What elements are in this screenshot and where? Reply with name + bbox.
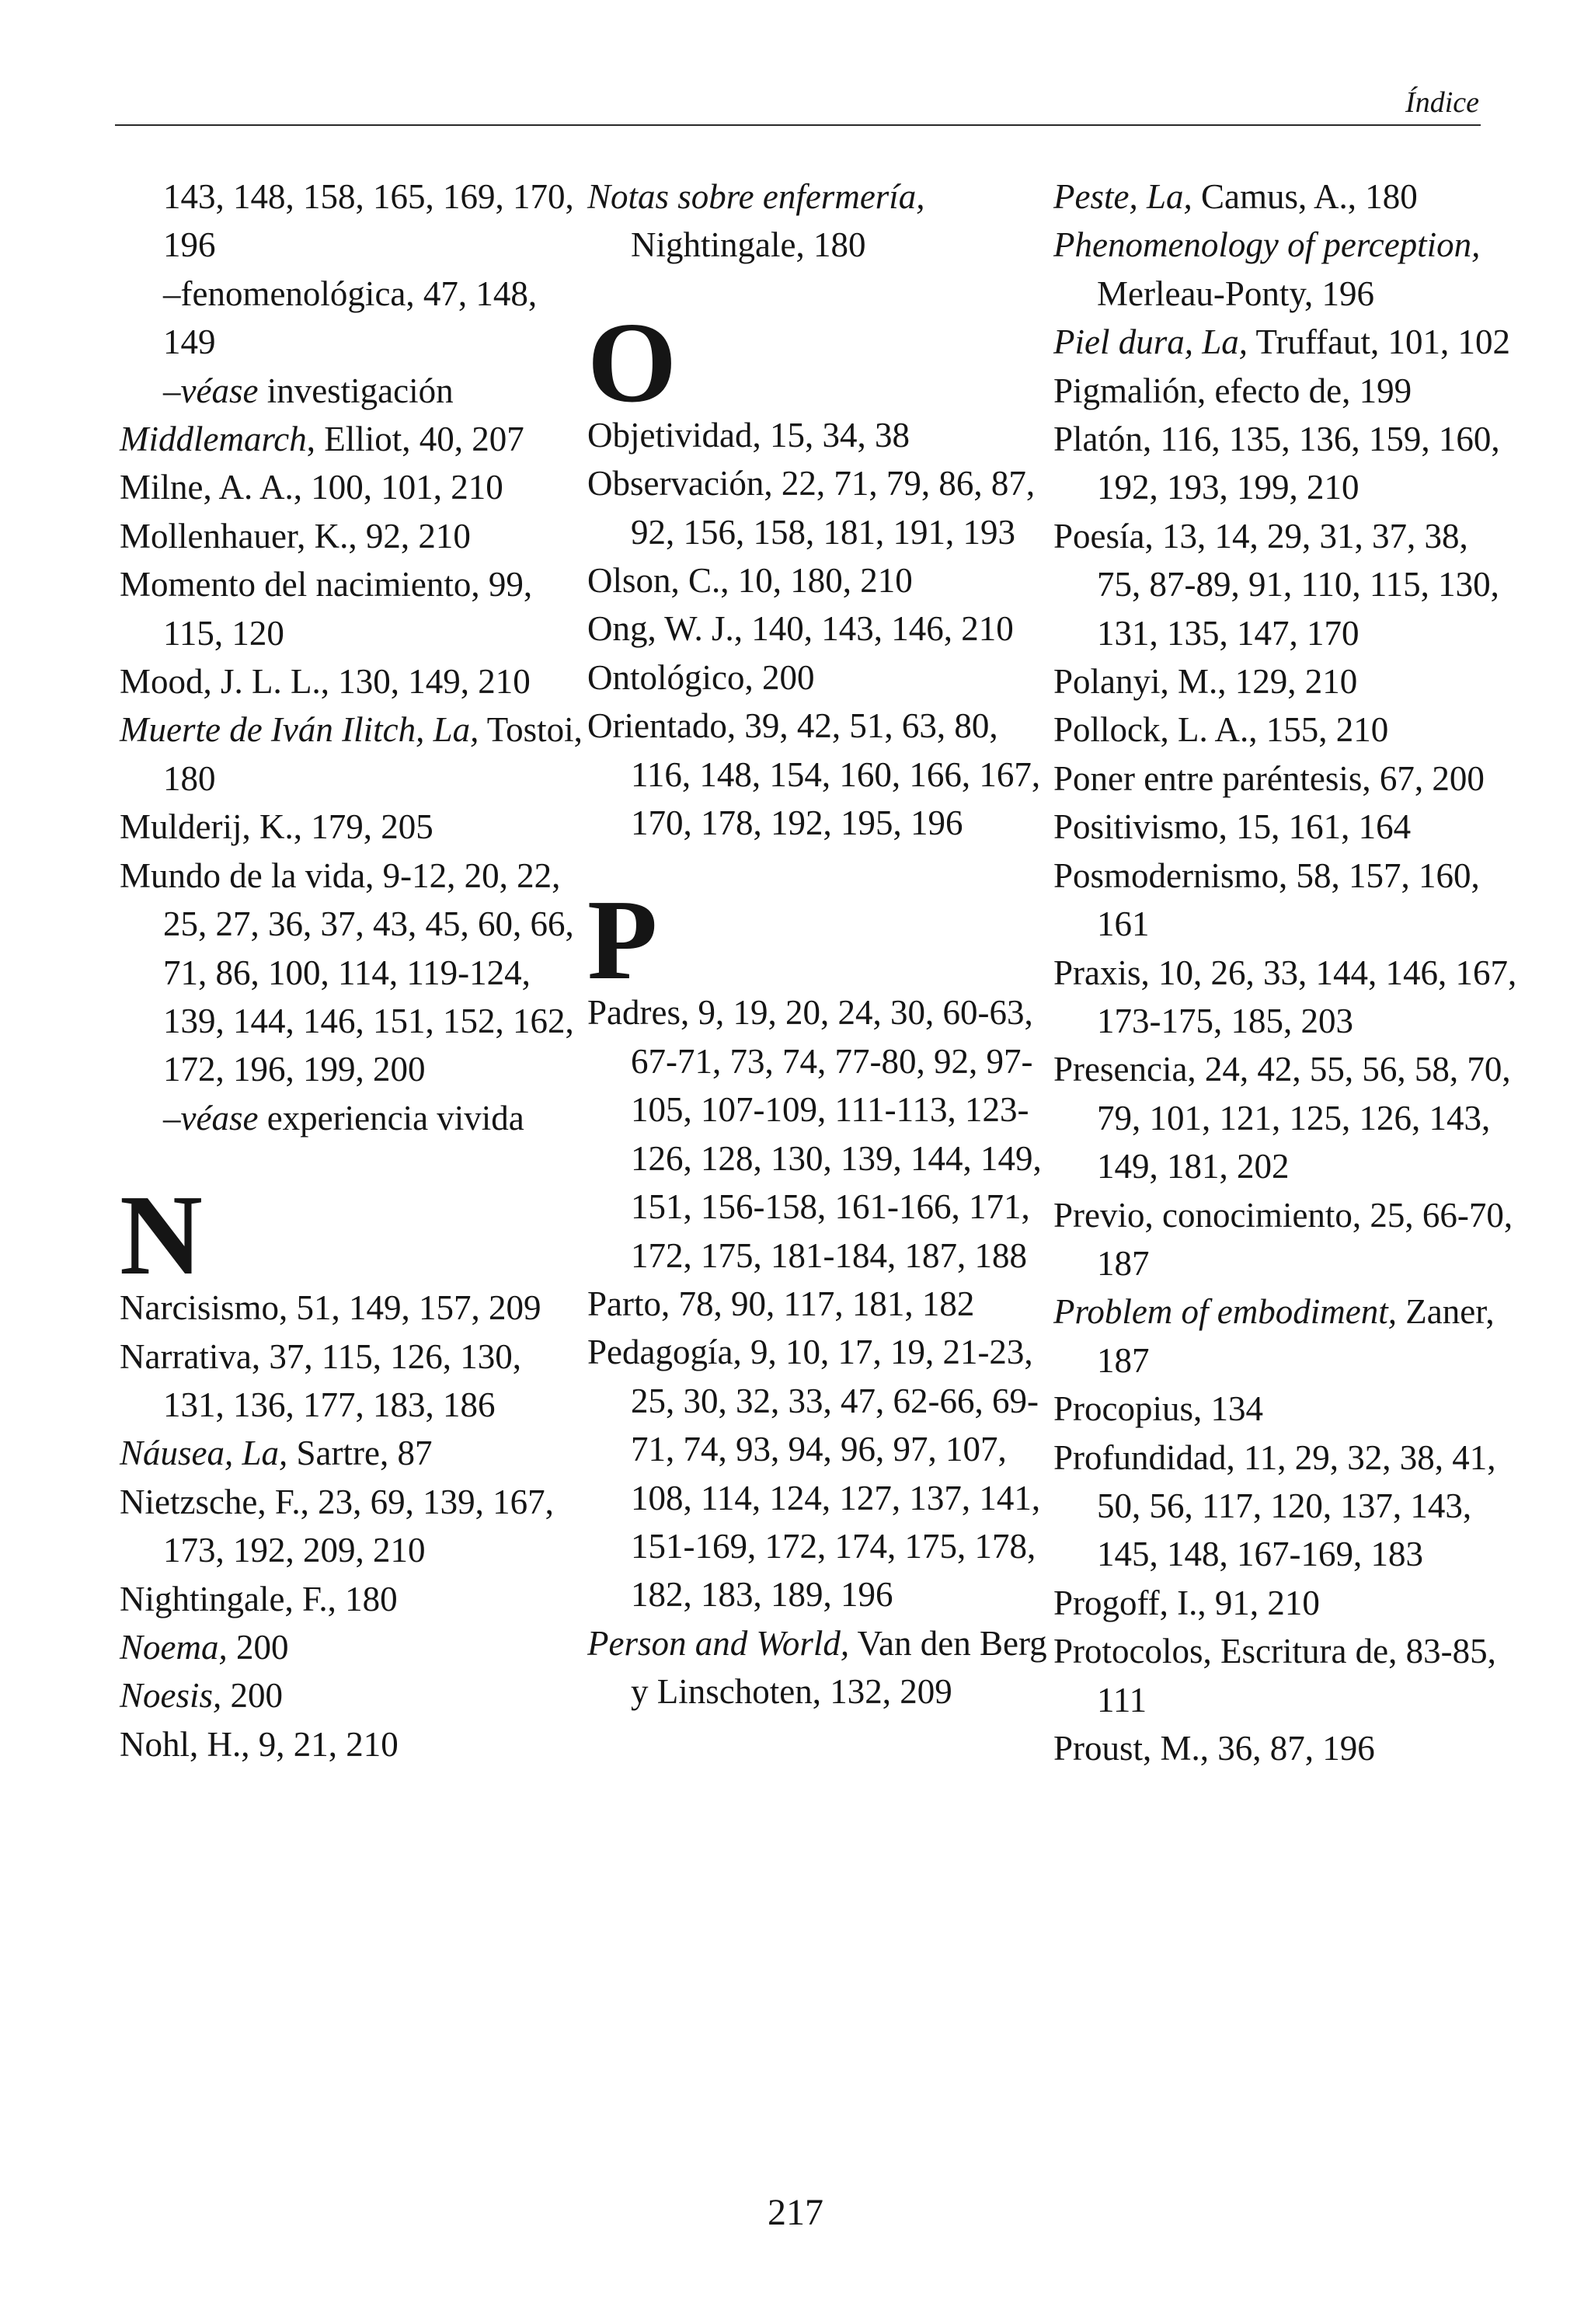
entry-text: Progoff, I., 91, 210 [1053,1583,1320,1622]
entry-text: Pollock, L. A., 155, 210 [1053,710,1389,750]
index-entry [120,512,586,560]
entry-text: Mulderij, K., 179, 205 [120,807,433,847]
entry-text: Positivismo, 15, 161, 164 [1053,807,1412,847]
entry-text: Narrativa, 37, 115, 126, 130, 131, 136, 177, 183, 186 [120,1336,521,1424]
entry-text: Profundidad, 11, 29, 32, 38, 41, 50, 56, 117, 120, 137, 143, 145, 148, 167-169, 183 [1053,1437,1496,1574]
entry-text: Camus, A., 180 [1192,177,1418,216]
entry-text: 143, 148, 158, 165, 169, 170, 196 [163,177,574,265]
entry-text: Sartre, 87 [287,1434,433,1473]
index-entry [120,1575,586,1623]
index-entry [120,463,586,511]
index-entry [1053,1287,1520,1385]
entry-text: Milne, A. A., 100, 101, 210 [120,468,503,507]
index-entry [120,852,586,1094]
entry-title-italic: Phenomenology of perception, [1053,225,1481,265]
running-head: Índice [1405,86,1479,119]
index-entry [120,1333,586,1430]
section-letter: N [120,1172,203,1300]
entry-text: Tostoi, 180 [163,710,583,798]
header-rule [115,124,1481,126]
index-column-2 [587,172,1053,1716]
entry-title-italic: Problem of embodiment, [1053,1292,1398,1332]
index-entry [1053,657,1520,706]
index-subentry [120,1094,586,1142]
entry-title-italic: Peste, La, [1053,177,1192,216]
entry-title-italic: véase [180,371,259,410]
index-entry [1053,1579,1520,1627]
index-entry [1053,706,1520,754]
entry-title-italic: Noesis, [120,1676,222,1716]
section-letter: P [587,876,658,1005]
index-entry [1053,172,1520,221]
index-entry [120,1720,586,1768]
entry-dash: – [163,371,181,410]
entry-text: Nohl, H., 9, 21, 210 [120,1724,399,1764]
entry-text: Poesía, 13, 14, 29, 31, 37, 38, 75, 87-89, 91, 110, 115, 130, 131, 135, 147, 170 [1053,516,1499,653]
entry-dash: – [163,1098,181,1138]
index-entry [120,803,586,851]
index-entry [120,657,586,706]
entry-text: Poner entre paréntesis, 67, 200 [1053,758,1485,798]
entry-text: Objetividad, 15, 34, 38 [587,415,910,455]
entry-text: 200 [221,1676,284,1716]
index-entry [120,415,586,463]
index-subentry [120,172,586,270]
index-entry [587,653,1053,702]
index-entry [587,605,1053,653]
index-entry [1053,852,1520,949]
index-entry [587,411,1053,459]
entry-text: Presencia, 24, 42, 55, 56, 58, 70, 79, 101, 121, 125, 126, 143, 149, 181, 202 [1053,1050,1511,1186]
entry-title-italic: Piel dura, La, [1053,322,1248,362]
entry-text: Proust, M., 36, 87, 196 [1053,1729,1375,1768]
index-entry [1053,1724,1520,1772]
index-entry [120,706,586,803]
index-entry [1053,512,1520,657]
entry-text: Polanyi, M., 129, 210 [1053,662,1358,702]
index-entry [1053,803,1520,851]
index-entry [587,459,1053,556]
entry-text: Ontológico, 200 [587,657,815,697]
index-entry [1053,1191,1520,1288]
entry-text: Platón, 116, 135, 136, 159, 160, 192, 193, 199, 210 [1053,420,1500,507]
entry-text: Pedagogía, 9, 10, 17, 19, 21-23, 25, 30, 32, 33, 47, 62-66, 69-71, 74, 93, 94, 96, 97, 107, 108, 114, 124, 127, 137, 141, 151-169, 172, 174, 175, 178, 182, 183, 189, 196 [587,1333,1041,1615]
entry-text: Truffaut, 101, 102 [1248,322,1510,362]
index-entry [1053,754,1520,803]
index-entry [1053,949,1520,1046]
entry-title-italic: Middlemarch [120,420,307,459]
entry-text: Protocolos, Escritura de, 83-85, 111 [1053,1632,1496,1719]
index-entry [587,1280,1053,1328]
entry-title-italic: Náusea, La, [120,1434,288,1473]
section-letter: O [587,298,677,427]
index-entry [1053,1385,1520,1433]
entry-text: –fenomenológica, 47, 148, 149 [163,274,538,362]
entry-title-italic: Person and World, [587,1623,850,1663]
entry-text: Merleau-Ponty, 196 [1097,274,1375,313]
index-entry [587,988,1053,1279]
entry-text: Padres, 9, 19, 20, 24, 30, 60-63, 67-71, 73, 74, 77-80, 92, 97-105, 107-109, 111-113, 123-126, 128, 130, 139, 144, 149, 151, 156-158, 161-166, 171, 172, 175, 181-184, 187, 188 [587,993,1042,1275]
page-number: 217 [768,2192,823,2233]
index-entry [587,556,1053,605]
entry-text: Praxis, 10, 26, 33, 144, 146, 167, 173-175, 185, 203 [1053,953,1517,1040]
index-column-1 [120,172,586,1768]
entry-text: Mollenhauer, K., 92, 210 [120,516,471,556]
entry-text: Ong, W. J., 140, 143, 146, 210 [587,609,1014,649]
entry-text: 200 [227,1627,289,1667]
entry-text: Mood, J. L. L., 130, 149, 210 [120,662,531,702]
entry-text: Mundo de la vida, 9-12, 20, 22, 25, 27, 36, 37, 43, 45, 60, 66, 71, 86, 100, 114, 119-124, 139, 144, 146, 151, 152, 162, 172, 196, 199, 200 [120,855,574,1089]
index-subentry [120,367,586,415]
entry-title-italic: véase [180,1098,259,1138]
entry-title-italic: Notas sobre enfermería, [587,177,925,216]
entry-text: Momento del nacimiento, 99, 115, 120 [120,565,533,653]
index-entry [1053,415,1520,512]
entry-text: Pigmalión, efecto de, 199 [1053,371,1412,410]
index-entry [587,702,1053,847]
index-entry [120,1623,586,1671]
entry-title-italic: Muerte de Iván Ilitch, La, [120,710,479,750]
index-entry [1053,367,1520,415]
entry-text: investigación [258,371,454,410]
entry-text: , Elliot, 40, 207 [306,420,524,459]
entry-text: Previo, conocimiento, 25, 66-70, 187 [1053,1195,1513,1283]
entry-text: Nietzsche, F., 23, 69, 139, 167, 173, 192, 209, 210 [120,1482,554,1570]
entry-text: Parto, 78, 90, 117, 181, 182 [587,1284,975,1323]
entry-text: Nightingale, 180 [631,225,866,265]
entry-text: experiencia vivida [258,1098,524,1138]
index-entry [587,172,1053,270]
index-entry [587,1619,1053,1716]
index-entry [1053,318,1520,366]
entry-text: Procopius, 134 [1053,1389,1263,1429]
entry-text: Observación, 22, 71, 79, 86, 87, 92, 156, 158, 181, 191, 193 [587,464,1036,552]
entry-text: Narcisismo, 51, 149, 157, 209 [120,1288,541,1328]
entry-text: Zaner, 187 [1097,1292,1495,1380]
entry-text: Olson, C., 10, 180, 210 [587,561,913,601]
index-entry [120,560,586,657]
entry-text: Orientado, 39, 42, 51, 63, 80, 116, 148, 154, 160, 166, 167, 170, 178, 192, 195, 196 [587,706,1041,843]
index-entry [1053,1434,1520,1579]
index-entry [1053,221,1520,318]
entry-title-italic: Noema, [120,1627,228,1667]
index-entry [587,1328,1053,1618]
entry-text: Van den Berg y Linschoten, 132, 209 [631,1623,1047,1712]
index-entry [120,1284,586,1332]
index-entry [1053,1045,1520,1190]
index-column-3 [1053,172,1520,1772]
index-subentry [120,270,586,367]
entry-text: Nightingale, F., 180 [120,1579,398,1618]
index-entry [1053,1627,1520,1724]
entry-text: Posmodernismo, 58, 157, 160, 161 [1053,855,1480,944]
index-entry [120,1429,586,1477]
index-entry [120,1671,586,1719]
index-entry [120,1478,586,1575]
